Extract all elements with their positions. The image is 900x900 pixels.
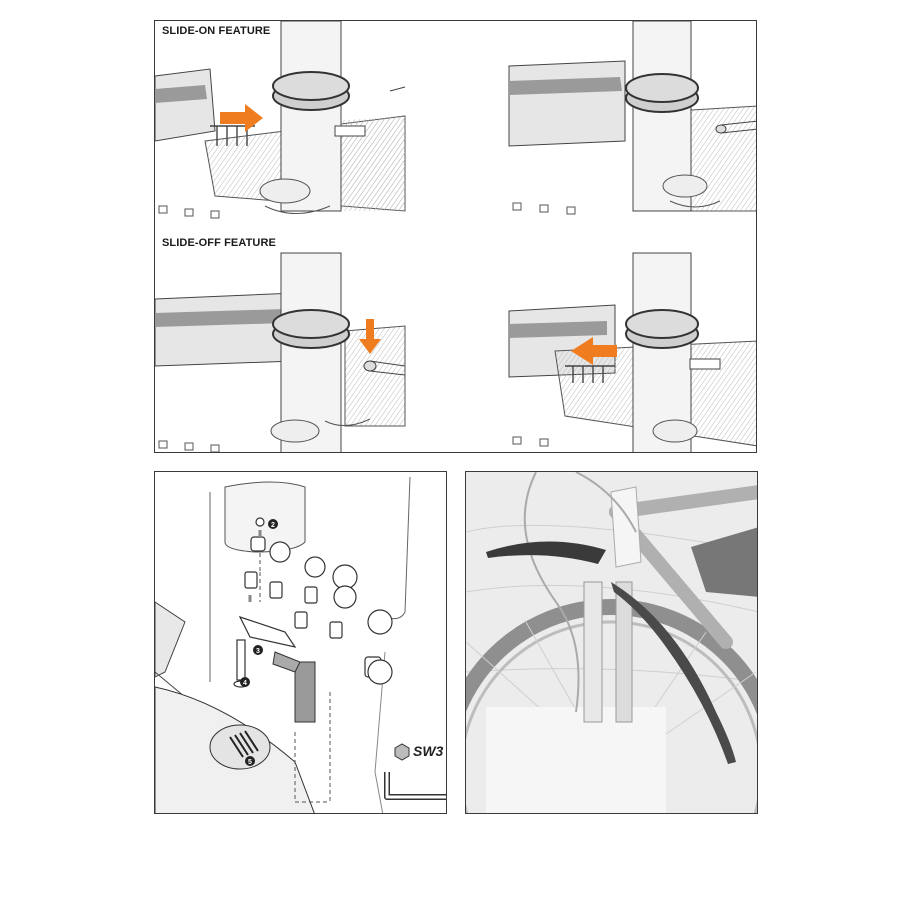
slide-on-before-illustration <box>155 21 405 218</box>
slide-on-after-illustration <box>509 21 757 214</box>
parts-assembly-illustration <box>155 472 447 814</box>
slide-off-after-illustration <box>509 253 757 453</box>
parts-assembly-panel <box>154 471 447 814</box>
step-marker-3-label: 3 <box>256 648 260 655</box>
slide-on-title: SLIDE-ON FEATURE <box>162 25 271 37</box>
step-marker-5-label: 5 <box>248 759 252 766</box>
step-marker-2-label: 2 <box>271 522 275 529</box>
tool-size-label: SW3 <box>413 743 444 759</box>
installed-fender-photo <box>465 471 758 814</box>
fender-photo-illustration <box>466 472 758 814</box>
slide-off-title: SLIDE-OFF FEATURE <box>162 237 276 249</box>
slide-off-before-illustration <box>155 253 405 453</box>
step-marker-4-label: 4 <box>243 680 247 687</box>
slide-instructions-panel <box>154 20 757 453</box>
